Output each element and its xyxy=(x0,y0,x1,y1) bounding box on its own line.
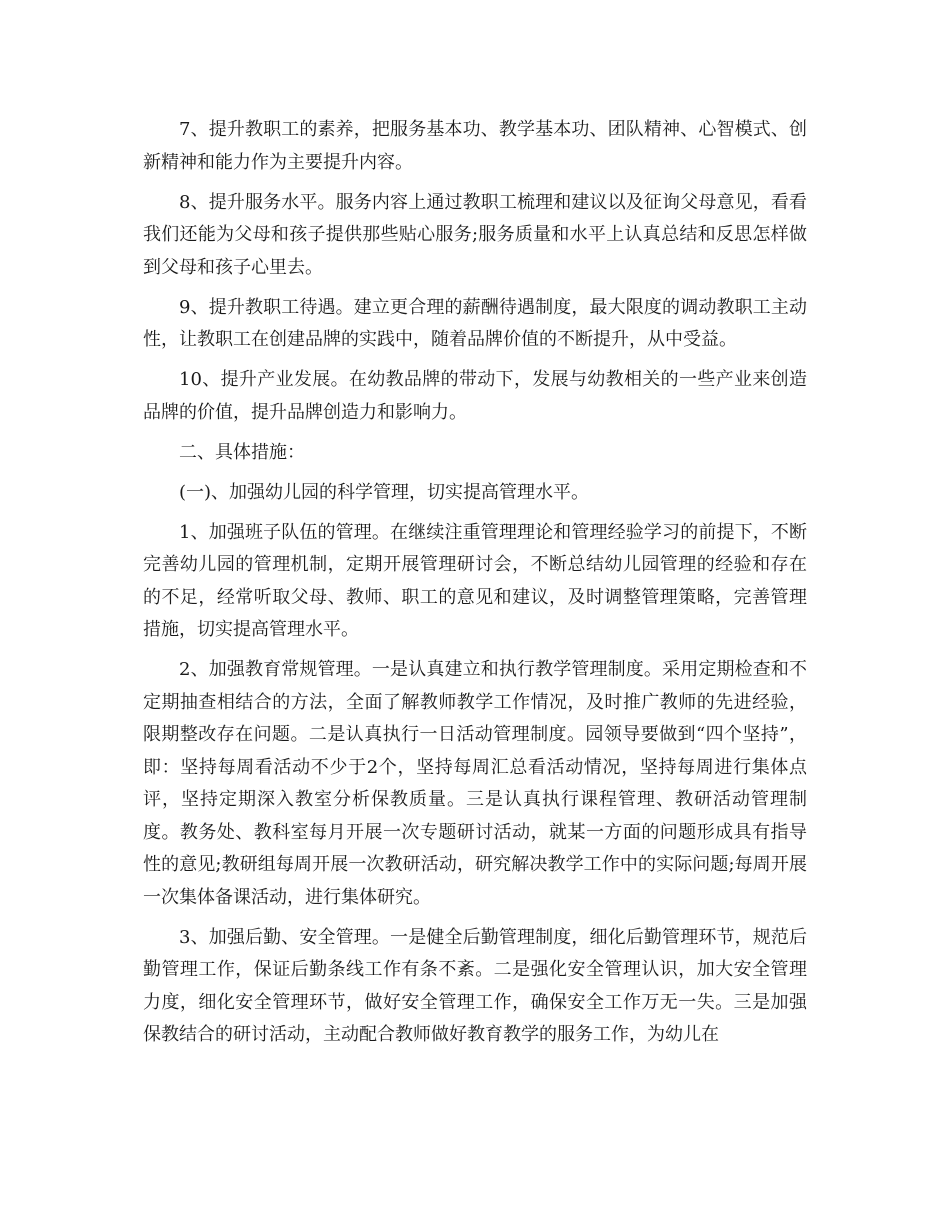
paragraph-measure-2: 2、加强教育常规管理。一是认真建立和执行教学管理制度。采用定期检查和不定期抽查相结合的方法，全面了解教师教学工作情况，及时推广教师的先进经验，限期整改存在问题。二是认真执行一日活动管理制度。园领导要做到“四个坚持”，即：坚持每周看活动不少于2个，坚持每周汇总看活动情况，坚持每周进行集体点评，坚持定期深入教室分析保教质量。三是认真执行课程管理、教研活动管理制度。教务处、教科室每月开展一次专题研讨活动，就某一方面的问题形成具有指导性的意见;教研组每周开展一次教研活动，研究解决教学工作中的实际问题;每周开展一次集体备课活动，进行集体研究。 xyxy=(143,659,807,908)
document-body xyxy=(143,114,807,1059)
paragraph-item-7: 7、提升教职工的素养，把服务基本功、教学基本功、团队精神、心智模式、创新精神和能力作为主要提升内容。 xyxy=(143,119,807,173)
subsection-heading-management: (一)、加强幼儿园的科学管理，切实提高管理水平。 xyxy=(179,481,590,503)
paragraph-item-9: 9、提升教职工待遇。建立更合理的薪酬待遇制度，最大限度的调动教职工主动性，让教职工在创建品牌的实践中，随着品牌价值的不断提升，从中受益。 xyxy=(143,296,807,350)
paragraph-item-10: 10、提升产业发展。在幼教品牌的带动下，发展与幼教相关的一些产业来创造品牌的价值，提升品牌创造力和影响力。 xyxy=(143,369,807,423)
paragraph-measure-3: 3、加强后勤、安全管理。一是健全后勤管理制度，细化后勤管理环节，规范后勤管理工作，保证后勤条线工作有条不紊。二是强化安全管理认识，加大安全管理力度，细化安全管理环节，做好安全管理工作，确保安全工作万无一失。三是加强保教结合的研讨活动，主动配合教师做好教育教学的服务工作，为幼儿在 xyxy=(143,926,807,1045)
section-heading-measures: 二、具体措施： xyxy=(179,441,305,463)
paragraph-measure-1: 1、加强班子队伍的管理。在继续注重管理理论和管理经验学习的前提下，不断完善幼儿园的管理机制，定期开展管理研讨会，不断总结幼儿园管理的经验和存在的不足，经常听取父母、教师、职工的意见和建议，及时调整管理策略，完善管理措施，切实提高管理水平。 xyxy=(143,521,807,640)
paragraph-item-8: 8、提升服务水平。服务内容上通过教职工梳理和建议以及征询父母意见，看看我们还能为父母和孩子提供那些贴心服务;服务质量和水平上认真总结和反思怎样做到父母和孩子心里去。 xyxy=(143,191,807,278)
